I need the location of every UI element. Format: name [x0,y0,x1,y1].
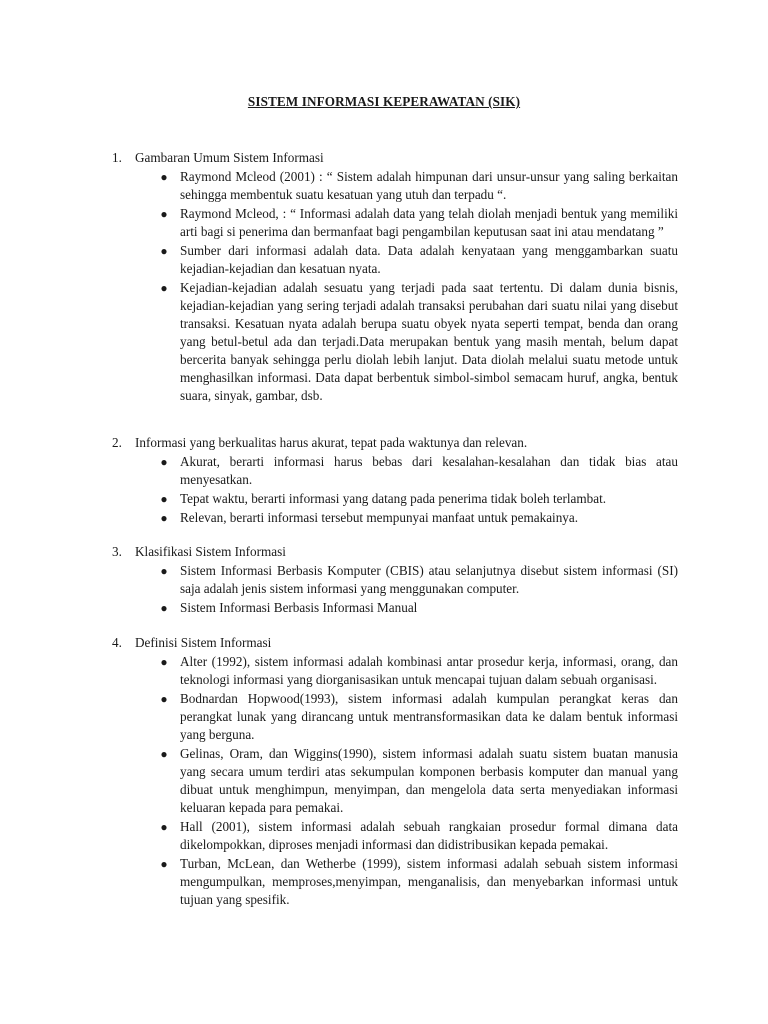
section-gambaran-umum [112,149,678,405]
list-item-text: Sistem Informasi Berbasis Komputer (CBIS) atau selanjutnya disebut sistem informasi (SI) saja adalah jenis sistem informasi yang menggunakan computer. [180,563,678,596]
bullet-icon: ● [160,564,168,578]
list-item-text: Relevan, berarti informasi tersebut mempunyai manfaat untuk pemakainya. [180,510,579,525]
list-item-text: Sumber dari informasi adalah data. Data adalah kenyataan yang menggambarkan suatu kejadian-kejadian dan kesatuan nyata. [180,243,678,276]
section-heading [112,434,678,452]
list-item [112,818,678,854]
section-heading [112,543,678,561]
list-item [112,653,678,689]
section-heading [112,149,678,167]
list-item [112,690,678,744]
section-title: Definisi Sistem Informasi [135,635,272,650]
bullet-icon: ● [160,655,168,669]
list-item [112,855,678,909]
section-title: Klasifikasi Sistem Informasi [135,544,286,559]
section-heading [112,634,678,652]
list-item [112,599,678,617]
bullet-icon: ● [160,601,168,615]
bullet-icon: ● [160,244,168,258]
bullet-icon: ● [160,281,168,295]
section-number: 1. [112,150,122,165]
section-title: Gambaran Umum Sistem Informasi [135,150,324,165]
list-item [112,745,678,817]
list-item-text: Raymond Mcleod (2001) : “ Sistem adalah himpunan dari unsur-unsur yang saling berkaitan sehingga membentuk suatu kesatuan yang utuh dan terpadu “. [180,169,678,202]
bullet-icon: ● [160,820,168,834]
list-item [112,168,678,204]
bullet-icon: ● [160,747,168,761]
section-number: 2. [112,435,122,450]
list-item-text: Akurat, berarti informasi harus bebas dari kesalahan-kesalahan dan tidak bias atau menyesatkan. [180,454,678,487]
list-item-text: Kejadian-kejadian adalah sesuatu yang terjadi pada saat tertentu. Di dalam dunia bisnis, kejadian-kejadian yang sering terjadi adalah transaksi perubahan dari suatu nilai yang disebut transaksi. Kesatuan nyata adalah berupa suatu obyek nyata seperti tempat, benda dan orang yang betul-betul ada dan terjadi.Data merupakan bentuk yang masih mentah, belum dapat bercerita banyak sehingga perlu diolah lebih lanjut. Data diolah melalui suatu metode untuk menghasilkan informasi. Data dapat berbentuk simbol-simbol semacam huruf, angka, bentuk suara, sinyak, gambar, dsb. [180,280,678,403]
list-item [112,509,678,527]
list-item-text: Alter (1992), sistem informasi adalah kombinasi antar prosedur kerja, informasi, orang, dan teknologi informasi yang diorganisasikan untuk mencapai tujuan dalam sebuah organisasi. [180,654,678,687]
list-item [112,453,678,489]
bullet-icon: ● [160,455,168,469]
bullet-icon: ● [160,692,168,706]
bullet-list [112,562,678,617]
bullet-icon: ● [160,170,168,184]
bullet-list [112,653,678,909]
list-item [112,279,678,405]
bullet-list [112,168,678,405]
list-item [112,490,678,508]
section-number: 4. [112,635,122,650]
list-item-text: Sistem Informasi Berbasis Informasi Manual [180,600,418,615]
bullet-icon: ● [160,857,168,871]
section-informasi-berkualitas [112,434,678,527]
bullet-icon: ● [160,207,168,221]
bullet-list [112,453,678,527]
list-item-text: Gelinas, Oram, dan Wiggins(1990), sistem informasi adalah suatu sistem buatan manusia yang secara umum terdiri atas sekumpulan komponen berbasis komputer dan manual yang dibuat untuk menghimpun, menyimpan, dan mengelola data serta menyediakan informasi keluaran kepada para pemakai. [180,746,678,815]
bullet-icon: ● [160,511,168,525]
list-item [112,242,678,278]
section-klasifikasi [112,543,678,617]
list-item-text: Hall (2001), sistem informasi adalah sebuah rangkaian prosedur formal dimana data dikelompokkan, diproses menjadi informasi dan didistribusikan kepada pemakai. [180,819,678,852]
section-title: Informasi yang berkualitas harus akurat, tepat pada waktunya dan relevan. [135,435,528,450]
list-item [112,205,678,241]
list-item-text: Turban, McLean, dan Wetherbe (1999), sistem informasi adalah sebuah sistem informasi mengumpulkan, memproses,menyimpan, menganalisis, dan menyebarkan informasi untuk tujuan yang spesifik. [180,856,678,907]
bullet-icon: ● [160,492,168,506]
document-title: SISTEM INFORMASI KEPERAWATAN (SIK) [247,94,521,109]
list-item-text: Raymond Mcleod, : “ Informasi adalah data yang telah diolah menjadi bentuk yang memiliki arti bagi si penerima dan bermanfaat bagi pengambilan keputusan saat ini atau mendatang ” [180,206,678,239]
section-number: 3. [112,544,122,559]
list-item-text: Bodnardan Hopwood(1993), sistem informasi adalah kumpulan perangkat keras dan perangkat lunak yang dirancang untuk mentransformasikan data ke dalam bentuk informasi yang berguna. [180,691,678,742]
list-item-text: Tepat waktu, berarti informasi yang datang pada penerima tidak boleh terlambat. [180,491,607,506]
list-item [112,562,678,598]
section-definisi [112,634,678,909]
